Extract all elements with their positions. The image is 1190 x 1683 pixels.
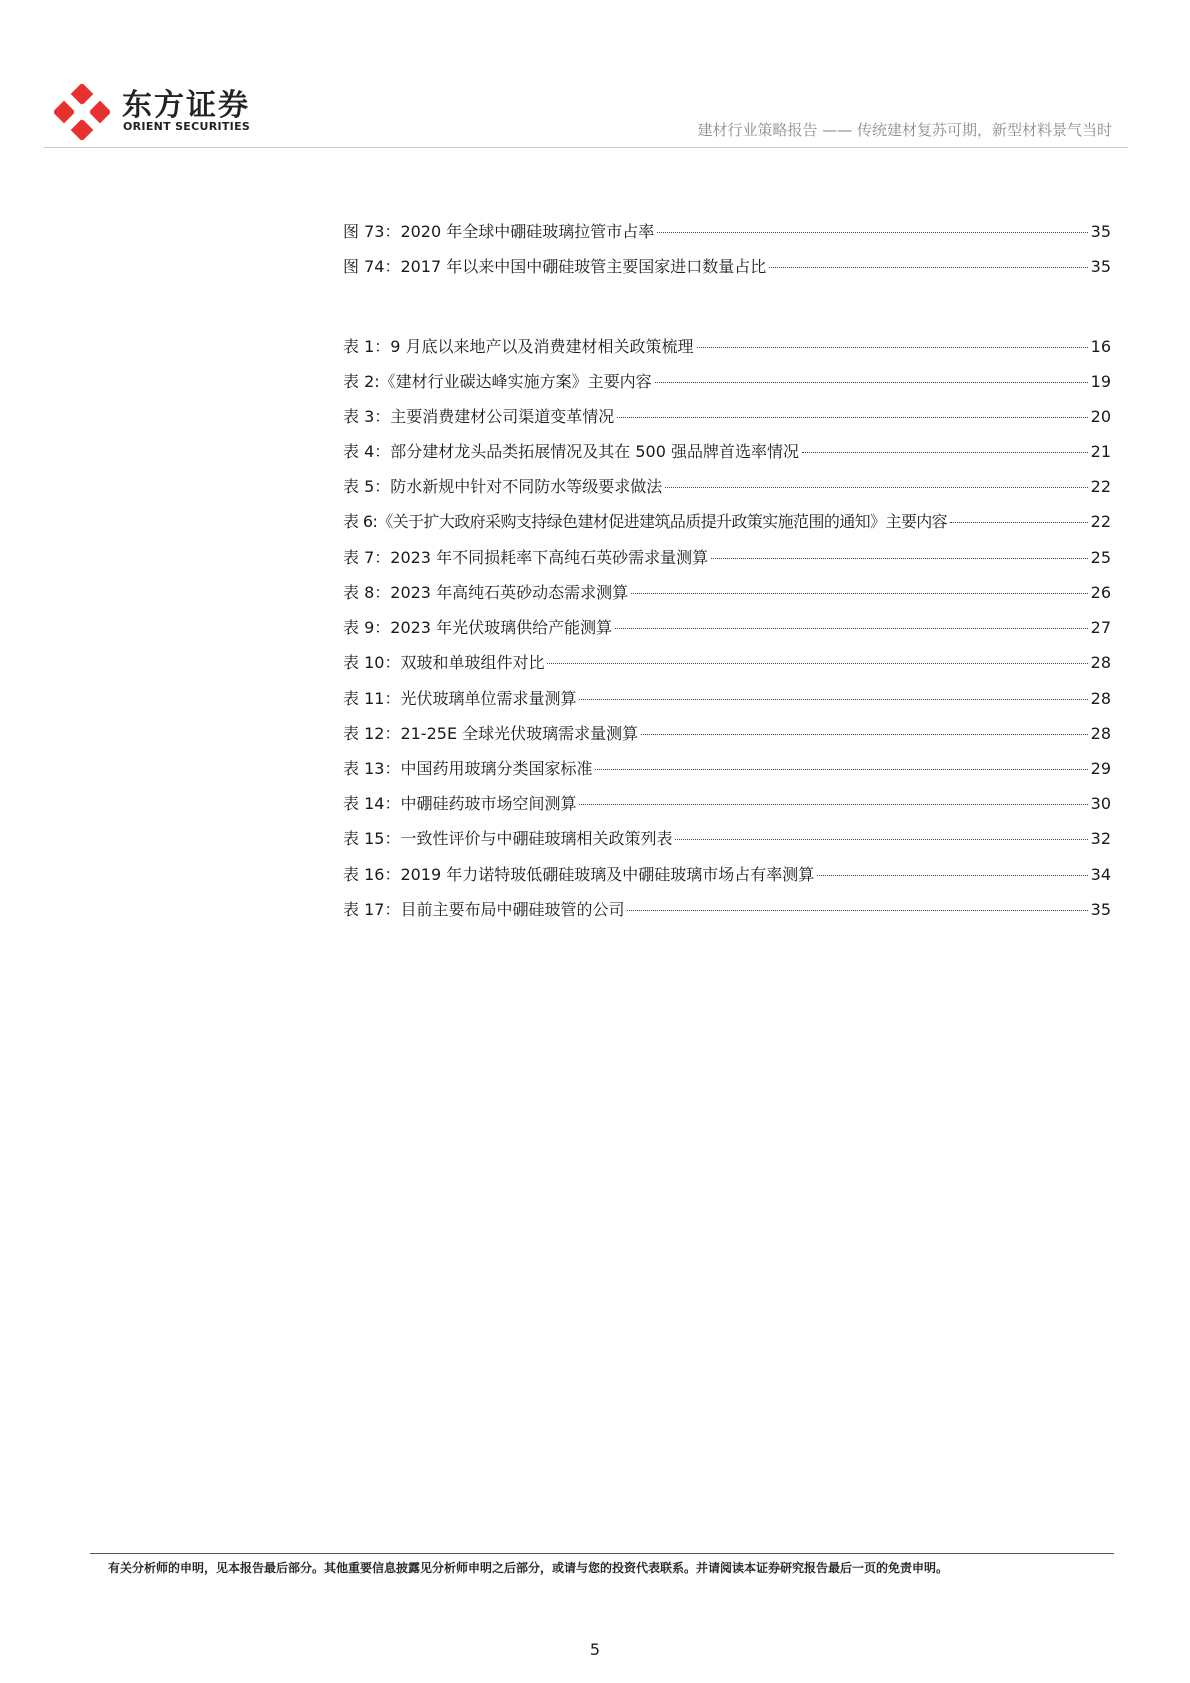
toc-entry[interactable] [343,474,1111,498]
toc-entry-page: 22 [1090,477,1111,496]
toc-entry-page: 30 [1090,794,1111,813]
toc-leader-dots [617,417,1087,418]
toc-entry-label: 表 17：目前主要布局中硼硅玻管的公司 [343,900,625,919]
logo-english-name: ORIENT SECURITIES [123,120,251,133]
toc-entry[interactable] [343,826,1111,850]
toc-entry-label: 表 6:《关于扩大政府采购支持绿色建材促进建筑品质提升政策实施范围的通知》主要内容 [343,512,948,531]
toc-entry[interactable] [343,580,1111,604]
toc-entry-page: 28 [1090,653,1111,672]
toc-leader-dots [950,522,1088,523]
toc-entry-page: 28 [1090,689,1111,708]
toc-leader-dots [627,910,1087,911]
toc-entry-label: 表 14：中硼硅药玻市场空间测算 [343,794,577,813]
report-title: 建材行业策略报告 —— 传统建材复苏可期，新型材料景气当时 [697,121,1112,139]
toc-leader-dots [595,769,1087,770]
toc-entry-label: 表 10：双玻和单玻组件对比 [343,653,545,672]
toc-entry[interactable] [343,756,1111,780]
toc-entry-label: 表 8：2023 年高纯石英砂动态需求测算 [343,583,629,602]
toc-entry[interactable] [343,721,1111,745]
logo-chinese-name: 东方证券 [122,88,250,123]
toc-leader-dots [615,628,1088,629]
toc-entry-label: 表 2:《建材行业碳达峰实施方案》主要内容 [343,372,652,391]
toc-entry[interactable] [343,439,1111,463]
toc-entry-page: 29 [1090,759,1111,778]
toc-entry[interactable] [343,686,1111,710]
toc-entry-label: 表 16：2019 年力诺特玻低硼硅玻璃及中硼硅玻璃市场占有率测算 [343,865,815,884]
header-divider [44,147,1128,148]
toc-entry-label: 图 73：2020 年全球中硼硅玻璃拉管市占率 [343,222,655,241]
toc-entry[interactable] [343,334,1111,358]
toc-entry-label: 表 13：中国药用玻璃分类国家标准 [343,759,593,778]
toc-leader-dots [697,347,1088,348]
toc-entry-label: 表 5：防水新规中针对不同防水等级要求做法 [343,477,663,496]
toc-entry-page: 26 [1090,583,1111,602]
toc-leader-dots [655,382,1088,383]
toc-entry-label: 表 3：主要消费建材公司渠道变革情况 [343,407,615,426]
footer-disclaimer: 有关分析师的申明，见本报告最后部分。其他重要信息披露见分析师申明之后部分，或请与您的投资代表联系。并请阅读本证券研究报告最后一页的免责申明。 [108,1561,949,1575]
toc-entry[interactable] [343,254,1111,278]
toc-leader-dots [579,804,1087,805]
toc-leader-dots [657,232,1087,233]
toc-entry[interactable] [343,369,1111,393]
toc-entry-label: 表 7：2023 年不同损耗率下高纯石英砂需求量测算 [343,548,709,567]
toc-entry-page: 32 [1090,829,1111,848]
company-logo [54,80,264,138]
toc-entry-label: 表 4：部分建材龙头品类拓展情况及其在 500 强品牌首选率情况 [343,442,799,461]
toc-entry[interactable] [343,897,1111,921]
toc-entry[interactable] [343,404,1111,428]
toc-entry-page: 20 [1090,407,1111,426]
toc-entry-page: 35 [1090,900,1111,919]
toc-entry-label: 表 15：一致性评价与中硼硅玻璃相关政策列表 [343,829,673,848]
toc-entry-page: 19 [1090,372,1111,391]
toc-entry[interactable] [343,509,1111,533]
toc-entry-label: 表 9：2023 年光伏玻璃供给产能测算 [343,618,613,637]
toc-leader-dots [579,699,1087,700]
toc-leader-dots [547,663,1087,664]
toc-leader-dots [675,839,1087,840]
toc-leader-dots [769,267,1087,268]
toc-entry-page: 28 [1090,724,1111,743]
toc-entry-page: 16 [1090,337,1111,356]
toc-leader-dots [711,558,1088,559]
toc-leader-dots [817,875,1087,876]
toc-entry-label: 表 11：光伏玻璃单位需求量测算 [343,689,577,708]
toc-entry-page: 21 [1090,442,1111,461]
toc-leader-dots [631,593,1088,594]
orient-securities-logo-icon [54,84,110,140]
toc-entry[interactable] [343,862,1111,886]
toc-entry-page: 35 [1090,257,1111,276]
toc-entry[interactable] [343,791,1111,815]
footer-divider [90,1553,1114,1554]
toc-entry-label: 图 74：2017 年以来中国中硼硅玻管主要国家进口数量占比 [343,257,767,276]
toc-entry-page: 22 [1090,512,1111,531]
toc-entry-label: 表 1：9 月底以来地产以及消费建材相关政策梳理 [343,337,694,356]
toc-entry[interactable] [343,650,1111,674]
toc-entry[interactable] [343,615,1111,639]
toc-entry-page: 25 [1090,548,1111,567]
toc-entry-label: 表 12：21-25E 全球光伏玻璃需求量测算 [343,724,639,743]
toc-entry-page: 35 [1090,222,1111,241]
toc-leader-dots [665,487,1087,488]
page-number: 5 [589,1640,601,1659]
toc-leader-dots [802,452,1088,453]
toc-leader-dots [641,734,1088,735]
toc-entry[interactable] [343,545,1111,569]
toc-entry-page: 34 [1090,865,1111,884]
toc-entry[interactable] [343,219,1111,243]
toc-entry-page: 27 [1090,618,1111,637]
